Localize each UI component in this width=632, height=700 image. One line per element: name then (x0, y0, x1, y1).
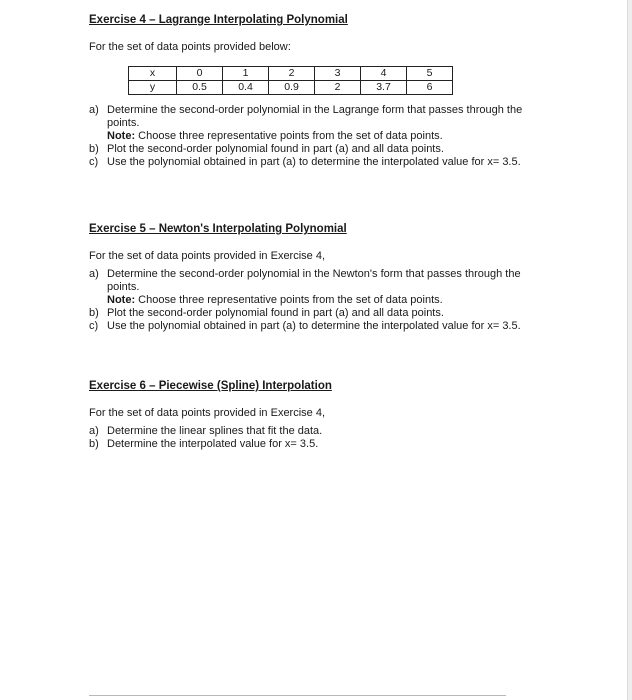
list-item (89, 104, 529, 143)
exercise-4-heading: Exercise 4 – Lagrange Interpolating Polynomial (89, 14, 348, 26)
exercise-4-section (89, 13, 529, 169)
note-text: Choose three representative points from the set of data points. (138, 130, 443, 142)
note-label: Note: (107, 130, 136, 142)
table-cell: 1 (223, 67, 269, 81)
list-item (89, 268, 529, 307)
table-cell: 0.9 (269, 81, 315, 95)
table-cell: 5 (407, 67, 453, 81)
item-text: Use the polynomial obtained in part (a) to determine the interpolated value for x= 3.5. (107, 320, 521, 332)
note-label: Note: (107, 294, 136, 306)
item-text: Determine the second-order polynomial in the Lagrange form that passes through the points. (107, 104, 523, 129)
list-item (89, 143, 529, 156)
exercise-6-task-list (89, 425, 529, 451)
item-marker: b) (89, 307, 99, 319)
list-item (89, 156, 529, 169)
exercise-6-heading: Exercise 6 – Piecewise (Spline) Interpolation (89, 380, 332, 392)
exercise-5-heading: Exercise 5 – Newton's Interpolating Polynomial (89, 223, 347, 235)
item-marker: b) (89, 438, 99, 450)
table-cell: 4 (361, 67, 407, 81)
item-marker: c) (89, 320, 99, 332)
table-cell: 3.7 (361, 81, 407, 95)
footer-divider (89, 695, 506, 696)
table-row-x (129, 67, 453, 81)
item-marker: a) (89, 104, 99, 116)
page-edge (627, 0, 632, 700)
item-marker: c) (89, 156, 99, 168)
item-marker: b) (89, 143, 99, 155)
table-x-label: x (129, 67, 177, 81)
item-text: Use the polynomial obtained in part (a) to determine the interpolated value for x= 3.5. (107, 156, 521, 168)
table-cell: 6 (407, 81, 453, 95)
item-text: Plot the second-order polynomial found in part (a) and all data points. (107, 143, 444, 155)
table-row-y (129, 81, 453, 95)
exercise-6-intro: For the set of data points provided in Exercise 4, (89, 407, 326, 419)
item-marker: a) (89, 268, 99, 280)
table-cell: 0.5 (177, 81, 223, 95)
exercise-5-intro: For the set of data points provided in Exercise 4, (89, 250, 326, 262)
list-item (89, 425, 529, 438)
exercise-4-intro: For the set of data points provided below: (89, 41, 291, 53)
exercise-6-section (89, 379, 529, 451)
exercise-5-task-list (89, 268, 529, 333)
list-item (89, 307, 529, 320)
table-cell: 0 (177, 67, 223, 81)
table-cell: 2 (269, 67, 315, 81)
exercise-4-task-list (89, 104, 529, 169)
item-text: Determine the linear splines that fit the data. (107, 425, 323, 437)
item-text: Determine the interpolated value for x= 3.5. (107, 438, 319, 450)
list-item (89, 438, 529, 451)
exercise-5-section (89, 222, 529, 333)
note-text: Choose three representative points from the set of data points. (138, 294, 443, 306)
data-points-table (128, 66, 453, 95)
list-item (89, 320, 529, 333)
table-cell: 0.4 (223, 81, 269, 95)
item-text: Plot the second-order polynomial found in part (a) and all data points. (107, 307, 444, 319)
table-cell: 2 (315, 81, 361, 95)
item-marker: a) (89, 425, 99, 437)
table-y-label: y (129, 81, 177, 95)
table-cell: 3 (315, 67, 361, 81)
item-text: Determine the second-order polynomial in the Newton's form that passes through the points. (107, 268, 521, 293)
